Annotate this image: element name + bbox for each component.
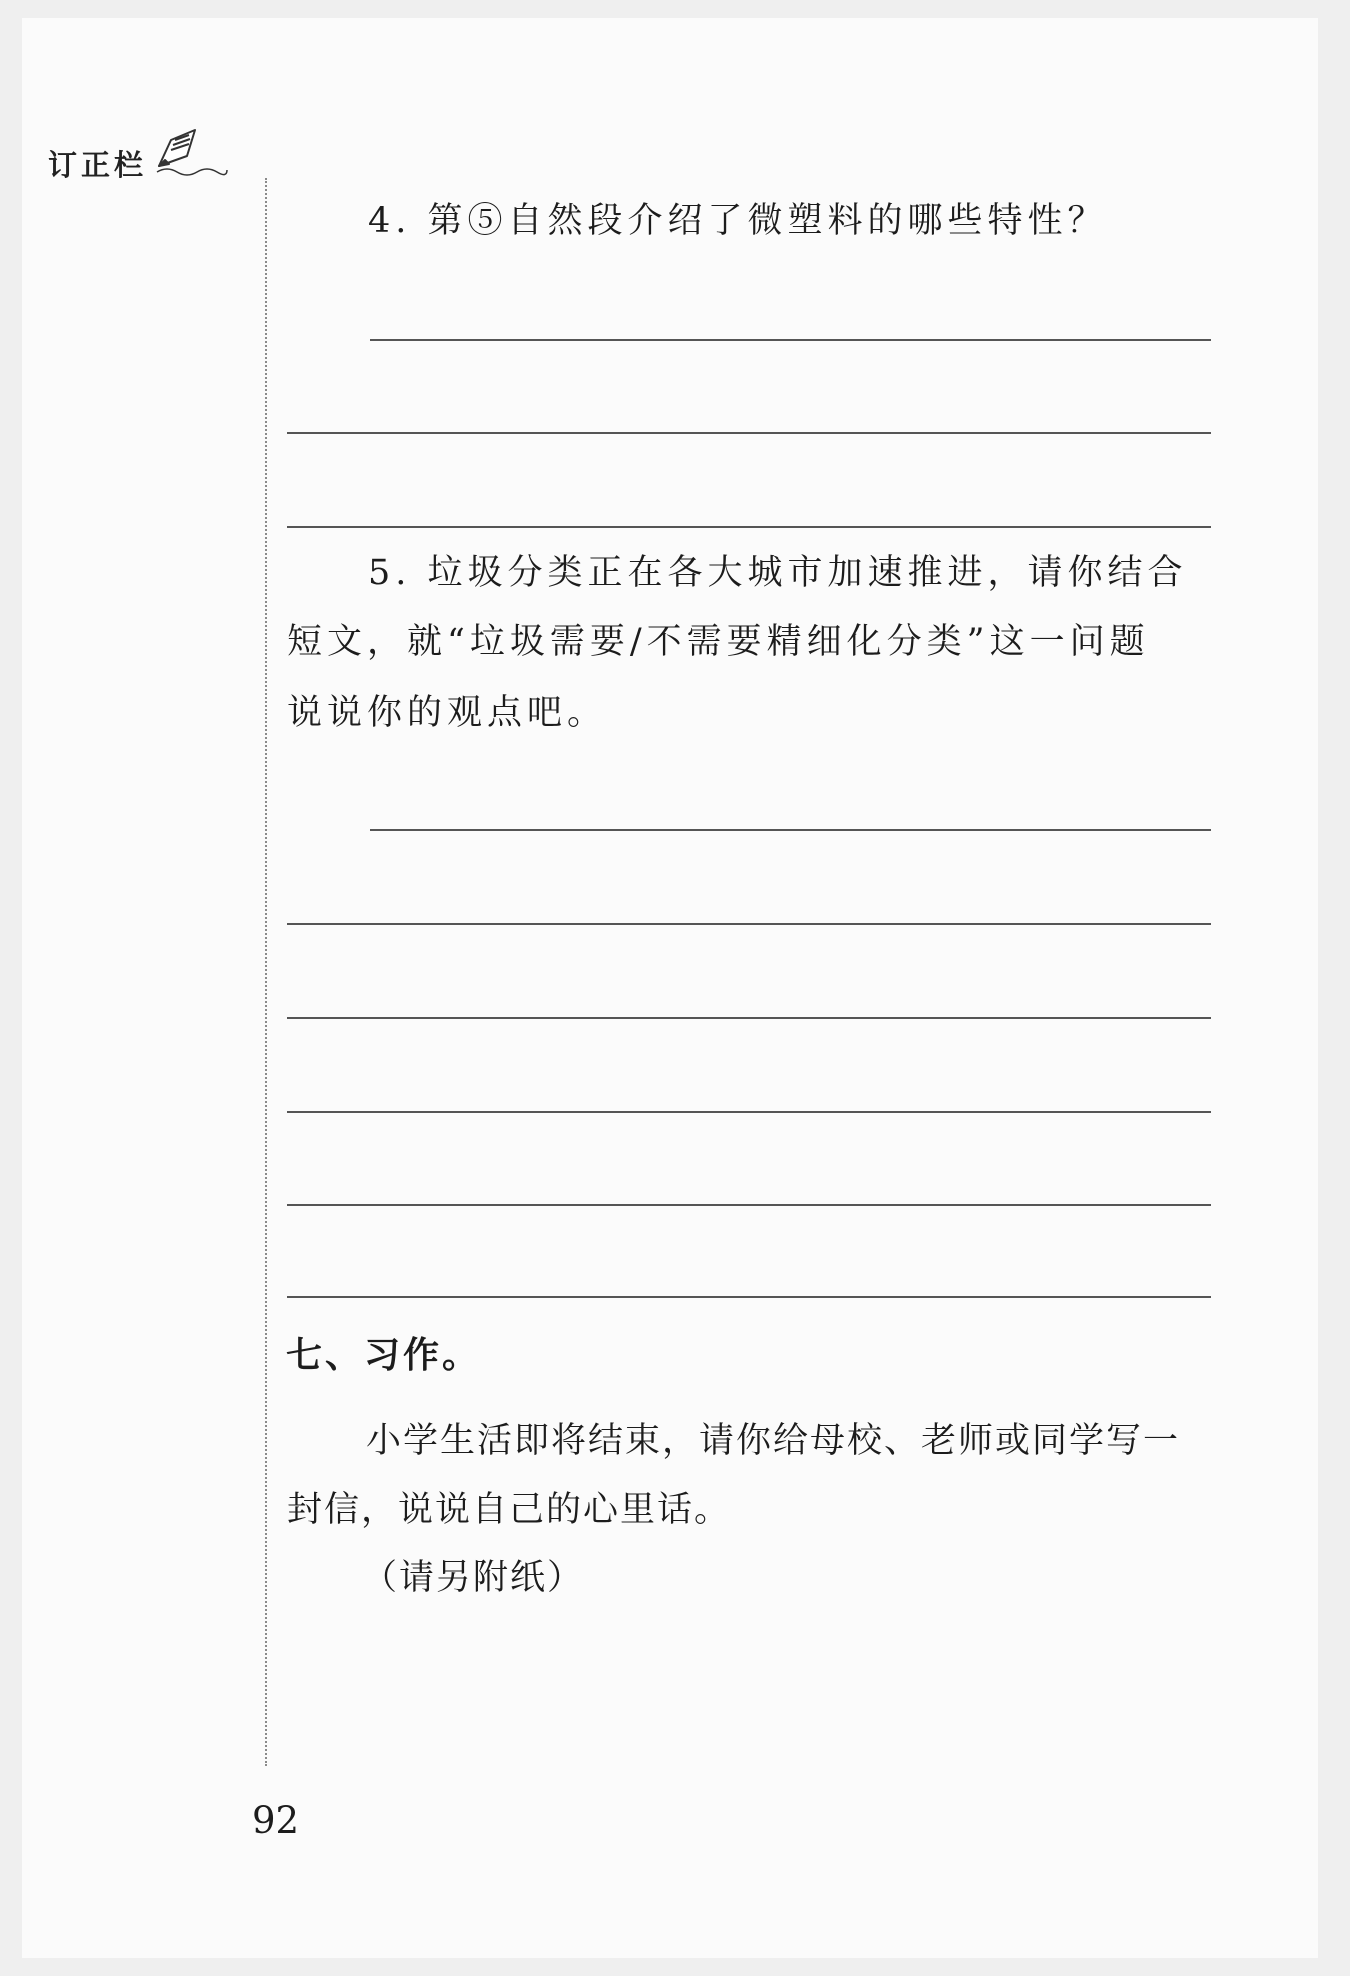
correction-column-header <box>48 126 229 180</box>
question-5-prompt-line-1: 5. 垃圾分类正在各大城市加速推进，请你结合 <box>368 553 1188 593</box>
answer-line <box>287 1017 1211 1019</box>
answer-line <box>287 1296 1211 1298</box>
answer-line <box>370 339 1211 341</box>
section-7-prompt-line-2: 封信，说说自己的心里话。 <box>287 1490 732 1530</box>
page-number: 92 <box>252 1799 300 1842</box>
question-5-prompt-line-2: 短文，就“垃圾需要/不需要精细化分类”这一问题 <box>287 622 1150 662</box>
correction-column-divider <box>265 178 267 1766</box>
answer-line <box>370 829 1211 831</box>
answer-line <box>287 432 1211 434</box>
section-7-title: 七、习作。 <box>286 1335 482 1376</box>
answer-line <box>287 1111 1211 1113</box>
answer-line <box>287 526 1211 528</box>
question-4-prompt: 4. 第⑤自然段介绍了微塑料的哪些特性？ <box>368 201 1108 241</box>
answer-line <box>287 923 1211 925</box>
correction-column-label: 订正栏 <box>48 148 148 182</box>
pencil-icon <box>149 126 229 180</box>
section-7-note: （请另附纸） <box>362 1558 585 1598</box>
workbook-page <box>22 18 1318 1958</box>
answer-line <box>287 1204 1211 1206</box>
question-5-prompt-line-3: 说说你的观点吧。 <box>287 693 608 733</box>
section-7-prompt-line-1: 小学生活即将结束，请你给母校、老师或同学写一 <box>366 1421 1181 1461</box>
